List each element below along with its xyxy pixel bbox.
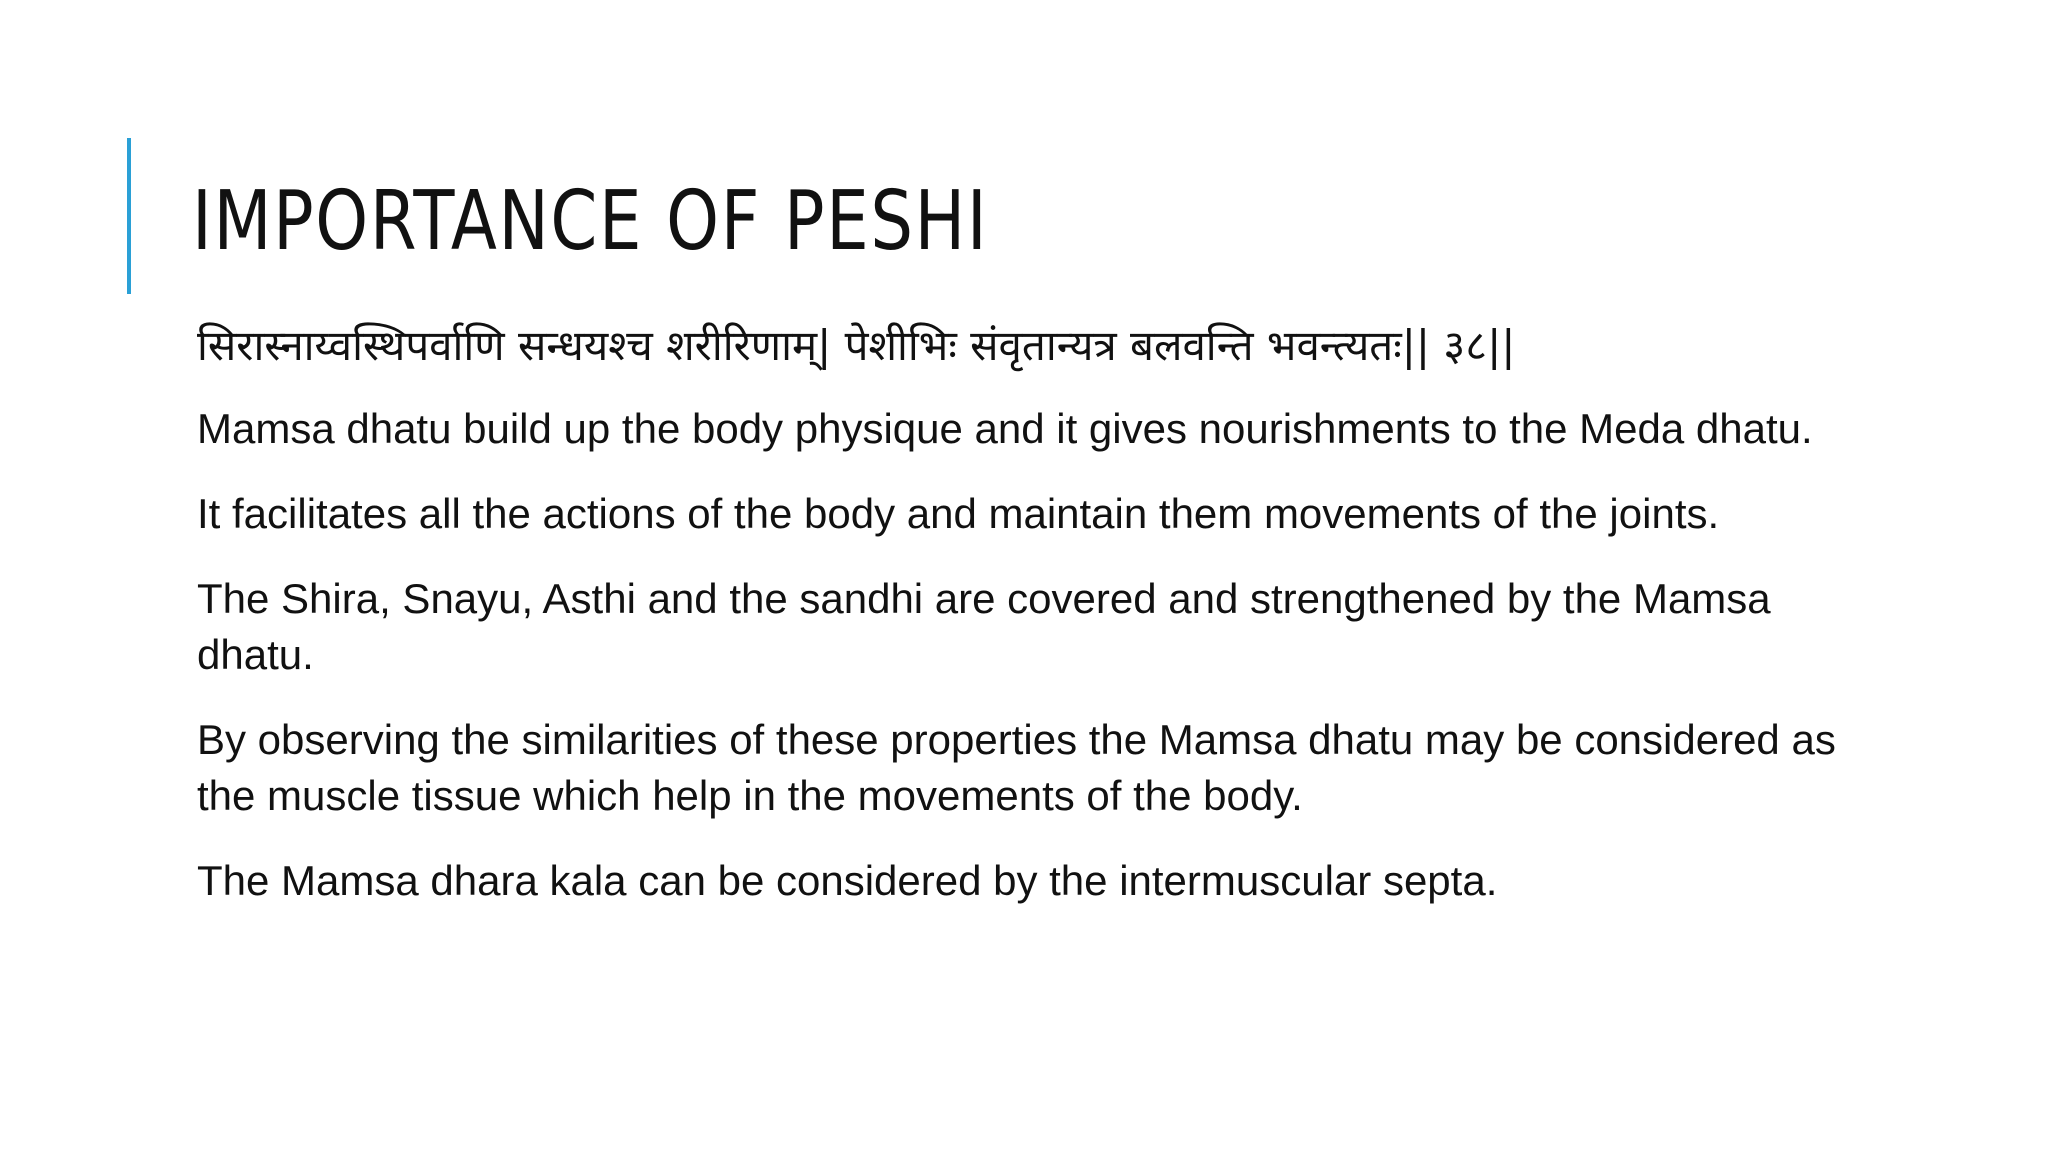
body-paragraph: It facilitates all the actions of the body and maintain them movements of the joints. xyxy=(197,490,1720,537)
body-paragraph: The Mamsa dhara kala can be considered by the intermuscular septa. xyxy=(197,857,1498,904)
slide-title: IMPORTANCE OF PESHI xyxy=(192,174,989,269)
slide-body xyxy=(197,318,1897,938)
body-paragraph: By observing the similarities of these properties the Mamsa dhatu may be considered as the muscle tissue which help in the movements of the body. xyxy=(197,716,1836,819)
body-paragraph: The Shira, Snayu, Asthi and the sandhi are covered and strengthened by the Mamsa dhatu. xyxy=(197,575,1771,678)
sanskrit-verse: सिरास्नाय्वस्थिपर्वाणि सन्धयश्च शरीरिणाम्| पेशीभिः संवृतान्यत्र बलवन्ति भवन्त्यतः|| ३८|| xyxy=(197,321,1516,370)
title-accent-bar xyxy=(127,138,131,294)
body-paragraph: Mamsa dhatu build up the body physique and it gives nourishments to the Meda dhatu. xyxy=(197,405,1813,452)
